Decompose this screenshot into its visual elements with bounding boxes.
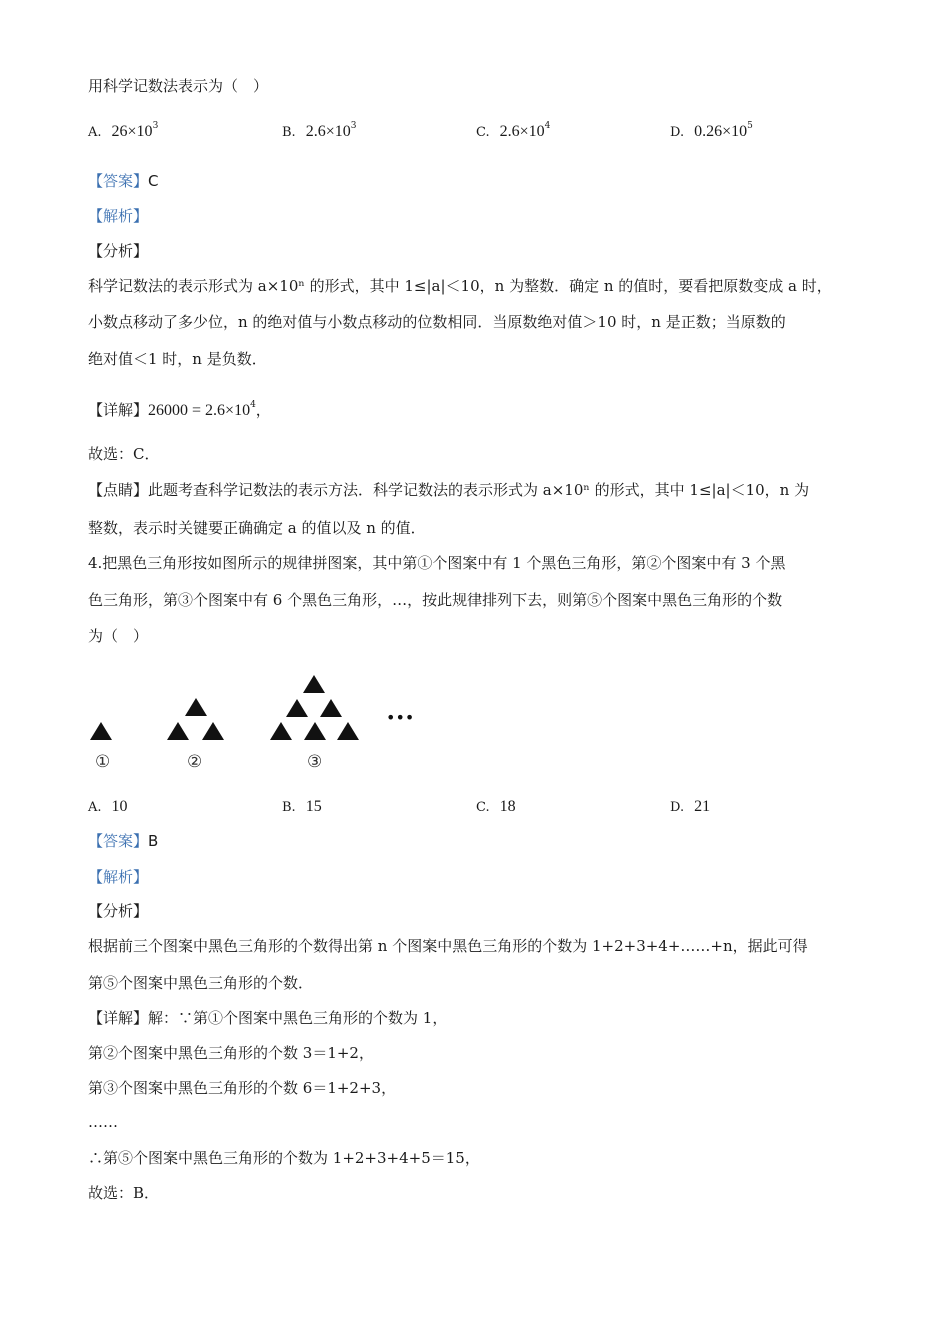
option-label: A.: [88, 800, 102, 815]
q3-fenxi-line: 科学记数法的表示形式为 a×10ⁿ 的形式，其中 1≤|a|＜10，n 为整数．确定 n 的值时，要看把原数变成 a 时，: [88, 277, 832, 295]
option-exponent: 3: [350, 121, 357, 131]
q3-answer: [88, 171, 159, 191]
q4-detail-line: ∴第⑤个图案中黑色三角形的个数为 1+2+3+4+5＝15，: [88, 1149, 480, 1167]
answer-tag: 【答案】: [88, 172, 149, 190]
q3-option-a: [88, 118, 158, 143]
option-label: C.: [476, 800, 490, 815]
q3-analysis-tag: 【解析】: [88, 207, 149, 225]
option-value: 2.6×10: [499, 123, 545, 140]
black-triangle: [303, 675, 325, 693]
answer-value: B: [148, 832, 159, 850]
q3-stem-tail: 用科学记数法表示为（ ）: [88, 77, 269, 95]
black-triangle: [337, 722, 359, 740]
option-label: B.: [282, 125, 296, 140]
q3-option-d: [670, 118, 753, 143]
q4-option-c: [476, 796, 516, 818]
q4-detail-line: 第③个图案中黑色三角形的个数 6＝1+2+3，: [88, 1079, 397, 1097]
option-label: D.: [670, 125, 685, 140]
q4-stem-line: 为（ ）: [88, 627, 149, 645]
detail-line: 解：∵第①个图案中黑色三角形的个数为 1，: [148, 1009, 448, 1027]
option-exponent: 4: [544, 121, 551, 131]
option-exponent: 5: [747, 121, 753, 131]
option-value: 10: [111, 798, 128, 815]
pattern-label: ③: [307, 752, 323, 772]
option-label: C.: [476, 125, 490, 140]
q3-dianjing: [88, 480, 809, 500]
black-triangle: [320, 699, 342, 717]
black-triangle: [185, 698, 207, 716]
option-exponent: 3: [152, 121, 159, 131]
option-value: 18: [499, 798, 516, 815]
q3-fenxi-tag: 【分析】: [88, 242, 149, 260]
q4-stem-line: 色三角形，第③个图案中有 6 个黑色三角形，…，按此规律排列下去，则第⑤个图案中黑色三角形的个数: [88, 591, 783, 609]
answer-value: C: [148, 172, 159, 190]
option-label: D.: [670, 800, 685, 815]
q3-choose: 故选：C．: [88, 445, 160, 463]
pattern-label: ②: [187, 752, 203, 772]
detail-tag: 【详解】: [88, 401, 149, 419]
q4-detail-line: 第②个图案中黑色三角形的个数 3＝1+2，: [88, 1044, 374, 1062]
black-triangle: [90, 722, 112, 740]
ellipsis-dots: •••: [386, 708, 415, 727]
q3-option-c: [476, 118, 550, 143]
dianjing-line: 此题考查科学记数法的表示方法．科学记数法的表示形式为 a×10ⁿ 的形式，其中 1≤|a|＜10，n 为: [148, 481, 810, 499]
q3-detail: [88, 397, 271, 421]
q3-fenxi-line: 小数点移动了多少位，n 的绝对值与小数点移动的位数相同．当原数绝对值＞10 时，n 是正数；当原数的: [88, 313, 786, 331]
detail-tail: ，: [255, 401, 271, 419]
black-triangle: [202, 722, 224, 740]
q4-fenxi-line: 根据前三个图案中黑色三角形的个数得出第 n 个图案中黑色三角形的个数为 1+2+3+4+……+n，据此可得: [88, 937, 808, 955]
q4-detail-line: 故选：B．: [88, 1184, 160, 1202]
black-triangle: [270, 722, 292, 740]
q4-analysis-tag: 【解析】: [88, 868, 149, 886]
q3-dianjing-line: 整数，表示时关键要正确确定 a 的值以及 n 的值．: [88, 519, 426, 537]
black-triangle: [167, 722, 189, 740]
option-value: 21: [694, 798, 711, 815]
q4-stem-line: 4.把黑色三角形按如图所示的规律拼图案，其中第①个图案中有 1 个黑色三角形，第②个图案中有 3 个黑: [88, 554, 786, 572]
q4-answer: [88, 831, 158, 851]
q4-detail: [88, 1008, 447, 1028]
option-value: 15: [305, 798, 322, 815]
detail-exponent: 4: [250, 400, 256, 410]
detail-tag: 【详解】: [88, 1009, 149, 1027]
option-label: B.: [282, 800, 296, 815]
triangle-pattern-figure: [86, 668, 446, 778]
q4-option-b: [282, 796, 322, 818]
q3-fenxi-line: 绝对值＜1 时，n 是负数．: [88, 350, 267, 368]
q4-option-d: [670, 796, 710, 818]
q3-option-b: [282, 118, 356, 143]
answer-tag: 【答案】: [88, 832, 149, 850]
pattern-label: ①: [95, 752, 111, 772]
option-value: 26×10: [111, 123, 153, 140]
q4-fenxi-line: 第⑤个图案中黑色三角形的个数．: [88, 974, 314, 992]
detail-expression: 26000 = 2.6×10: [148, 402, 251, 419]
q4-option-a: [88, 796, 128, 818]
black-triangle: [304, 722, 326, 740]
black-triangle: [286, 699, 308, 717]
dianjing-tag: 【点睛】: [88, 481, 149, 499]
option-value: 0.26×10: [694, 123, 748, 140]
q4-detail-line: ……: [88, 1113, 118, 1131]
option-label: A.: [88, 125, 102, 140]
option-value: 2.6×10: [305, 123, 351, 140]
q4-fenxi-tag: 【分析】: [88, 902, 149, 920]
